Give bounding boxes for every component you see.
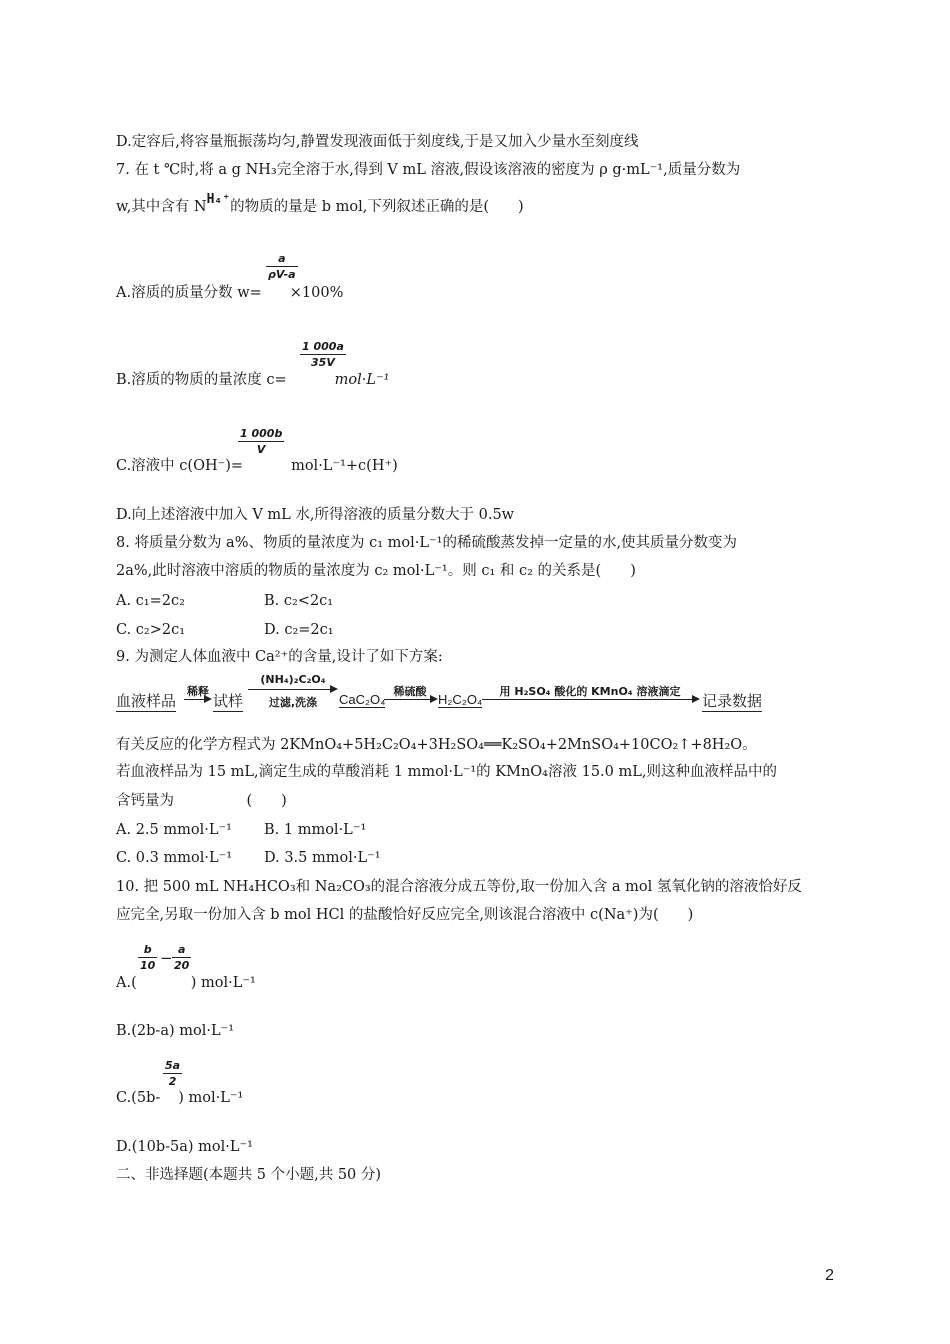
q9-stem-line4: 含钙量为 ( ) [116,793,287,809]
flow-label-dilute: 稀释 [187,685,209,698]
q7-a-num: a [278,252,286,265]
q10-c-den: 2 [168,1075,177,1088]
q9-stem-line3: 若血液样品为 15 mL,滴定生成的草酸消耗 1 mmol·L⁻¹的 KMnO₄溶液 15.0 mL,则这种血液样品中的 [116,764,777,780]
q7-stem-line1: 7. 在 t ℃时,将 a g NH₃完全溶于水,得到 V mL 溶液,假设该溶液的密度为 ρ g·mL⁻¹,质量分数为 [116,162,741,178]
q7-line2-post: 的物质的量是 b mol,下列叙述正确的是( ) [230,199,524,215]
q7-option-c [116,456,398,476]
q7-b-den: 35V [311,356,335,369]
ammonium-symbol: H₄⁺ [206,192,231,207]
q7-option-d: D.向上述溶液中加入 V mL 水,所得溶液的质量分数大于 0.5w [116,507,515,523]
q7-b-pre: B.溶质的物质的量浓度 c= [116,372,287,388]
flow-step-test-sample: 试样 [213,692,244,710]
q7-a-fraction [266,252,298,281]
flow-arrow-4 [482,699,698,700]
flow-arrow-3 [384,699,436,700]
q8-option-c: C. c₂>2c₁ [116,622,186,638]
q8-option-a: A. c₁=2c₂ [116,593,185,609]
q10-a-num1: b [143,943,152,956]
q10-a-den2: 20 [174,959,190,972]
q9-stem-line1: 9. 为测定人体血液中 Ca²⁺的含量,设计了如下方案: [116,649,443,665]
flow-step-cac2o4: CaC₂O₄ [339,692,386,707]
q7-c-post: mol·L⁻¹+c(H⁺) [291,458,398,474]
flow-label-oxalate: (NH₄)₂C₂O₄ [260,673,326,686]
q7-stem-line2 [116,192,524,218]
q8-stem-line2: 2a%,此时溶液中溶质的物质的量浓度为 c₂ mol·L⁻¹。则 c₁ 和 c₂ 的关系是( ) [116,563,636,579]
q10-a-num2: a [177,943,186,956]
q7-line2-pre: w,其中含有 N [116,199,207,215]
q10-c-pre: C.(5b- [116,1090,161,1106]
q8-stem-line1: 8. 将质量分数为 a%、物质的量浓度为 c₁ mol·L⁻¹的稀硫酸蒸发掉一定量的水,使其质量分数变为 [116,535,738,551]
q10-option-c [116,1088,243,1108]
flow-label-filter-wash: 过滤,洗涤 [268,696,318,709]
page-number: 2 [825,1267,834,1284]
q7-a-post: ×100% [289,285,344,301]
flow-step-h2c2o4: H₂C₂O₄ [438,692,483,707]
q10-a-fraction-1 [138,943,157,972]
q10-option-b: B.(2b-a) mol·L⁻¹ [116,1023,235,1039]
q8-option-d: D. c₂=2c₁ [264,622,334,638]
q7-c-pre: C.溶液中 c(OH⁻)= [116,458,244,474]
q10-c-post: ) mol·L⁻¹ [178,1090,244,1106]
flow-arrow-2 [248,689,336,690]
q7-b-fraction [300,340,346,369]
q9-option-c: C. 0.3 mmol·L⁻¹ [116,850,233,866]
flow-label-dilute-acid: 稀硫酸 [393,685,427,698]
q7-c-fraction [238,427,284,456]
q10-option-a [116,973,256,993]
q9-equation: 有关反应的化学方程式为 2KMnO₄+5H₂C₂O₄+3H₂SO₄══K₂SO₄+2MnSO₄+10CO₂↑+8H₂O。 [116,737,757,753]
q10-a-minus: − [160,949,173,967]
q7-a-den: ρV-a [268,268,296,281]
flow-step-blood-sample: 血液样品 [116,692,177,710]
q10-stem-line1: 10. 把 500 mL NH₄HCO₃和 Na₂CO₃的混合溶液分成五等份,取一份加入含 a mol 氢氧化钠的溶液恰好反 [116,879,802,895]
q9-option-d: D. 3.5 mmol·L⁻¹ [264,850,381,866]
q10-option-d: D.(10b-5a) mol·L⁻¹ [116,1139,253,1155]
q7-option-a [116,283,343,303]
q10-c-fraction [163,1059,182,1088]
q7-c-den: V [256,443,266,456]
q8-option-b: B. c₂<2c₁ [264,593,334,609]
q10-stem-line2: 应完全,另取一份加入含 b mol HCl 的盐酸恰好反应完全,则该混合溶液中 c(Na⁺)为( ) [116,907,694,923]
q10-a-den1: 10 [140,959,156,972]
flow-label-titrate: 用 H₂SO₄ 酸化的 KMnO₄ 溶液滴定 [499,685,681,698]
q10-a-post: ) mol·L⁻¹ [190,975,256,991]
flow-arrow-1 [184,699,210,700]
q9-option-b: B. 1 mmol·L⁻¹ [264,822,367,838]
q10-a-fraction-2 [172,943,191,972]
q7-a-pre: A.溶质的质量分数 w= [116,285,262,301]
q9-option-a: A. 2.5 mmol·L⁻¹ [116,822,232,838]
q6-option-d: D.定容后,将容量瓶振荡均匀,静置发现液面低于刻度线,于是又加入少量水至刻度线 [116,134,639,150]
q7-b-num: 1 000a [302,340,344,353]
q7-b-post: mol·L⁻¹ [334,372,390,388]
q10-c-num: 5a [165,1059,181,1072]
flow-step-record-data: 记录数据 [702,692,763,710]
q10-a-pre: A.( [116,975,137,991]
q7-c-num: 1 000b [240,427,283,440]
q7-option-b [116,370,389,390]
section-2-heading: 二、非选择题(本题共 5 个小题,共 50 分) [116,1167,382,1183]
